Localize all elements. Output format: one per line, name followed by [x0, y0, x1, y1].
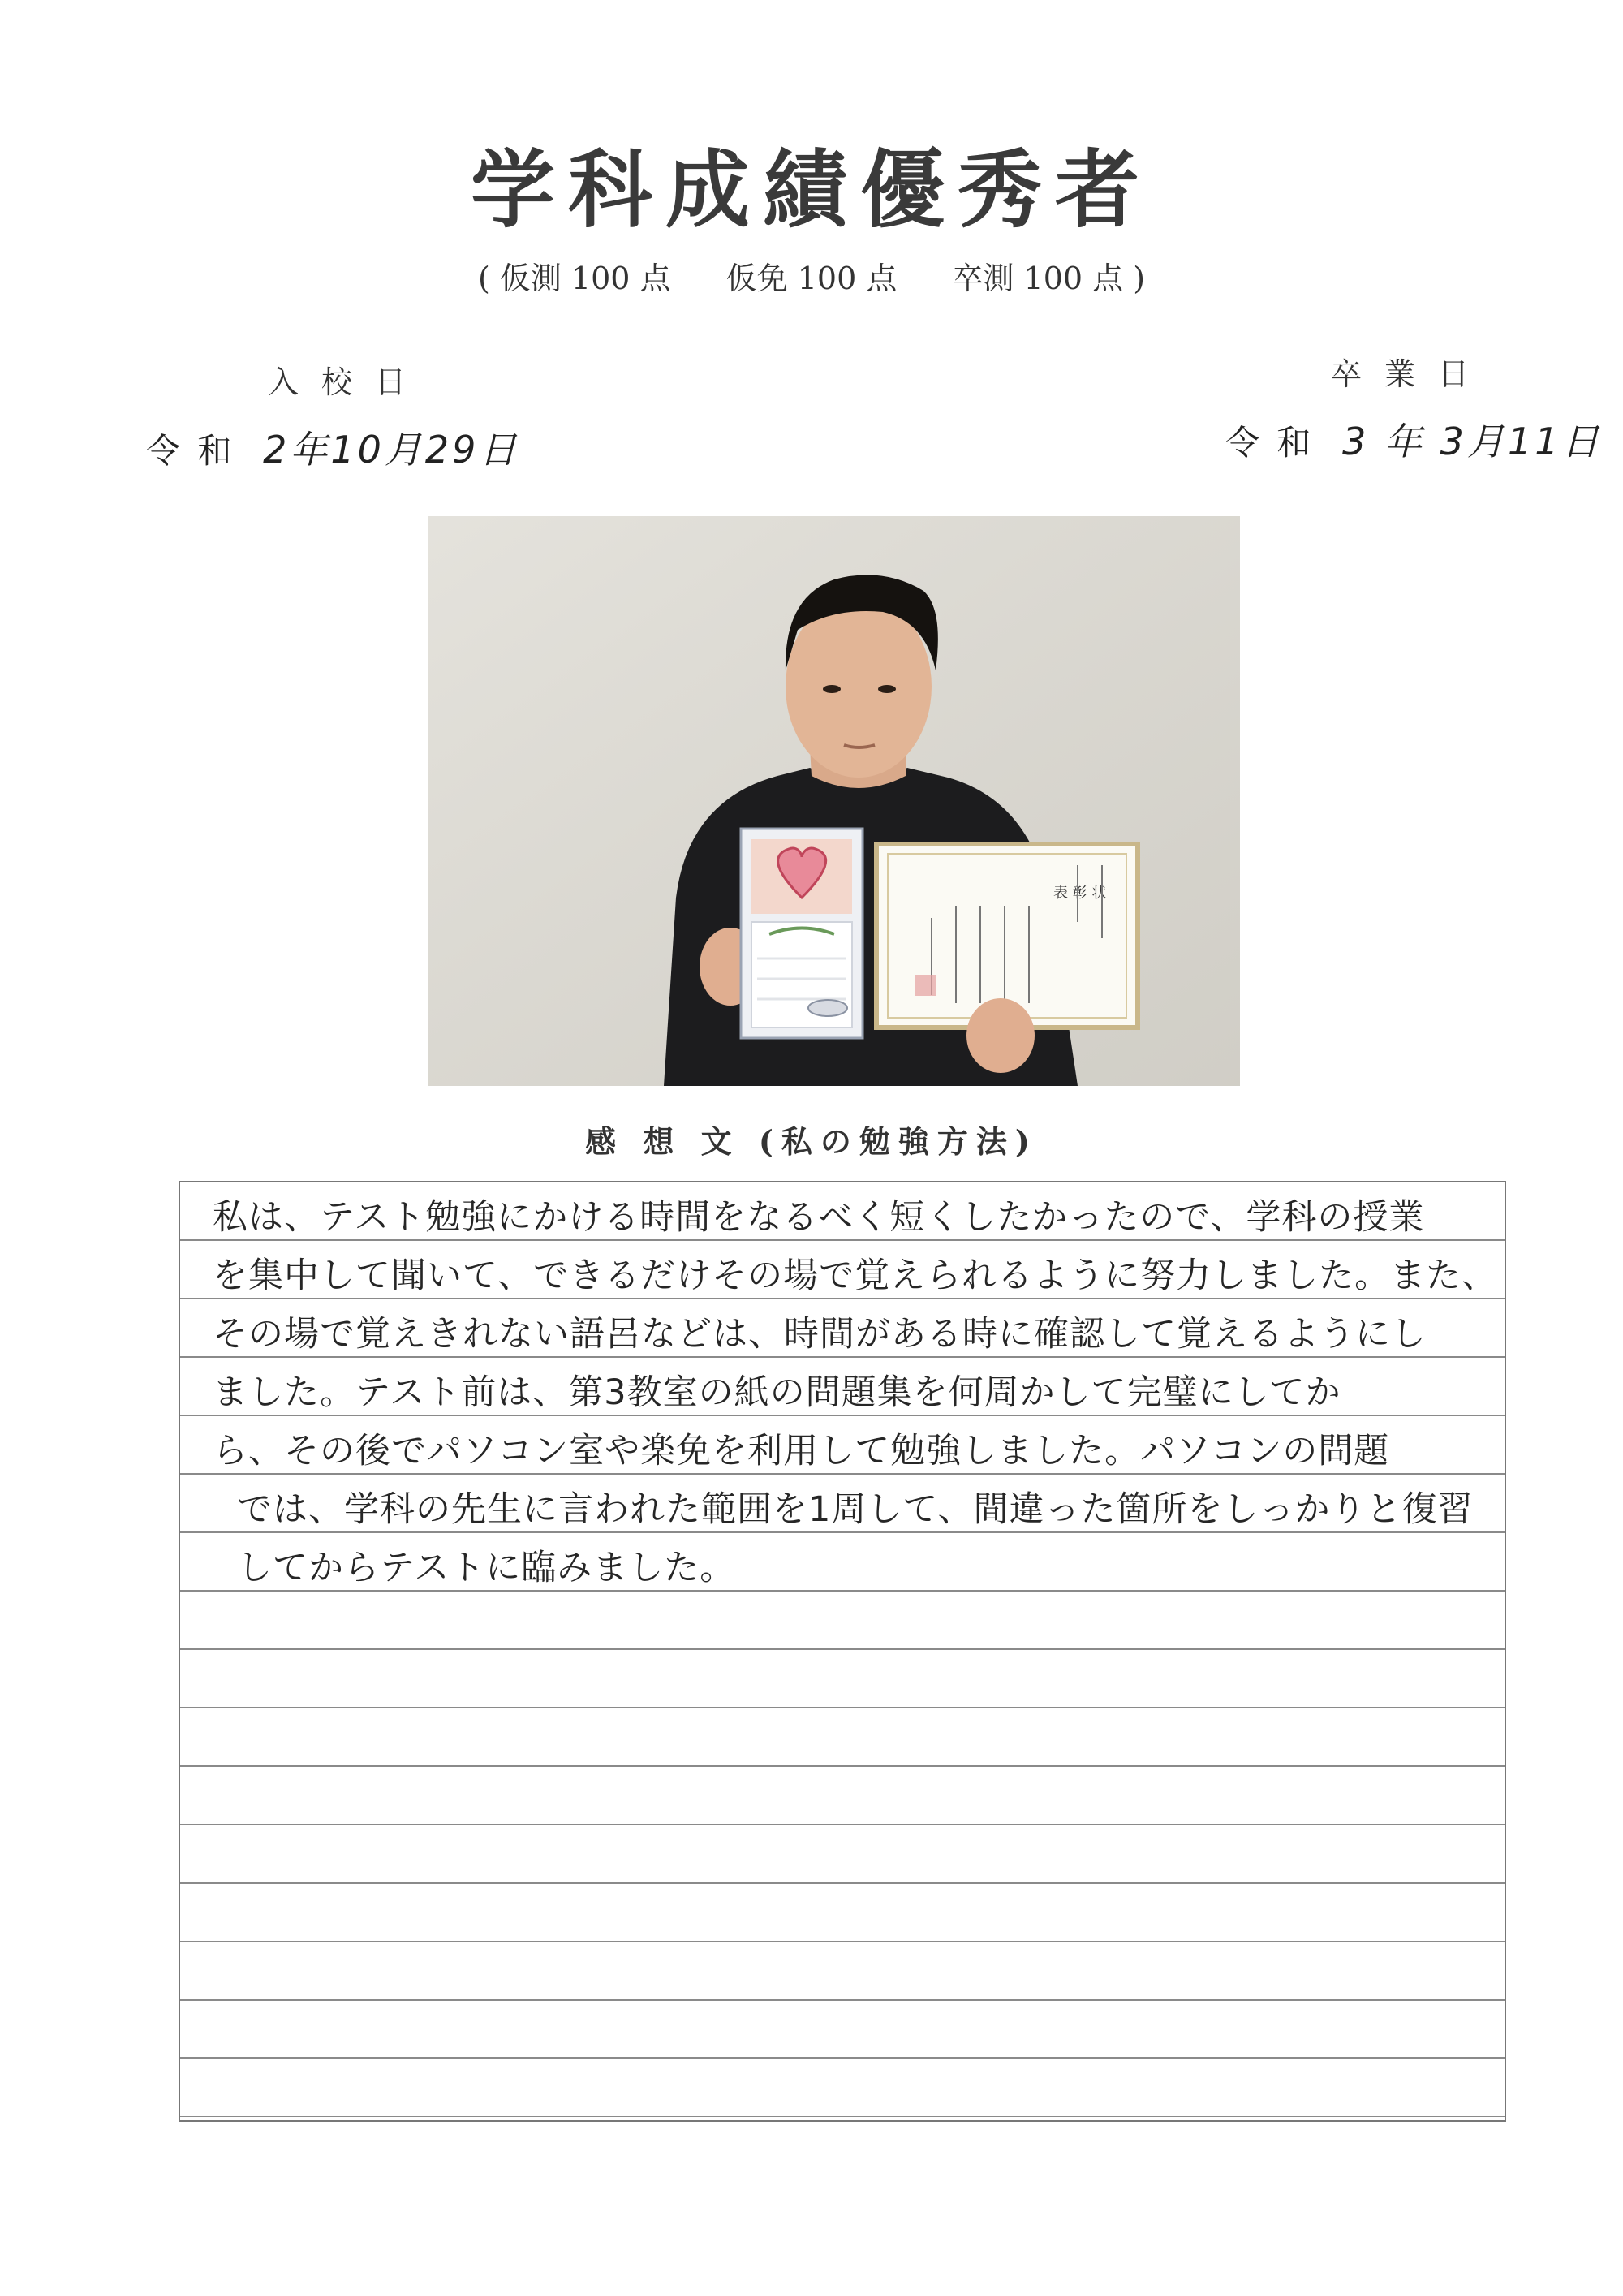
certificate-title: 表 彰 状: [1053, 885, 1107, 902]
essay-line-4: ました。テスト前は、第3教室の紙の問題集を何周かして完璧にしてか: [213, 1372, 1341, 1413]
score-graduation-test: 卒測 100 点 ): [952, 261, 1146, 296]
admission-date-row: [146, 406, 519, 474]
essay-line-5: ら、その後でパソコン室や楽免を利用して勉強しました。パソコンの問題: [213, 1431, 1390, 1471]
graduation-era: 令 和: [1225, 423, 1315, 463]
admission-date-label: 入校日: [268, 364, 429, 400]
score-provisional-license: 仮免 100 点: [725, 261, 898, 296]
essay-line-1: 私は、テスト勉強にかける時間をなるべく短くしたかったので、学科の授業: [213, 1197, 1425, 1238]
gift-towel-package: [741, 829, 863, 1038]
graduation-date-label: 卒業日: [1331, 356, 1492, 392]
admission-date-block: [268, 357, 428, 402]
essay-line-3: その場で覚えきれない語呂などは、時間がある時に確認して覚えるようにし: [213, 1314, 1427, 1355]
graduation-date-row: [1225, 398, 1602, 466]
essay-line-6: では、学科の先生に言われた範囲を1周して、間違った箇所をしっかりと復習: [237, 1489, 1474, 1530]
student-photo-illustration: [428, 516, 1240, 1086]
score-summary: [0, 253, 1623, 298]
admission-date-value: 2年10月29日: [263, 428, 520, 472]
essay-line-7: してからテストに臨みました。: [237, 1548, 736, 1588]
graduation-date-value: 3 年 3月11日: [1342, 420, 1603, 463]
score-provisional-test: ( 仮測 100 点: [477, 261, 671, 296]
essay-line-2: を集中して聞いて、できるだけその場で覚えられるように努力しました。また、: [213, 1256, 1498, 1296]
graduation-date-block: [1331, 349, 1492, 394]
essay-box: [179, 1181, 1506, 2122]
page-title: 学科成績優秀者: [470, 140, 1152, 239]
admission-era: 令 和: [146, 431, 235, 471]
essay-heading: 感 想 文 (私の勉強方法): [585, 1123, 1038, 1160]
student-photo: [428, 516, 1240, 1086]
